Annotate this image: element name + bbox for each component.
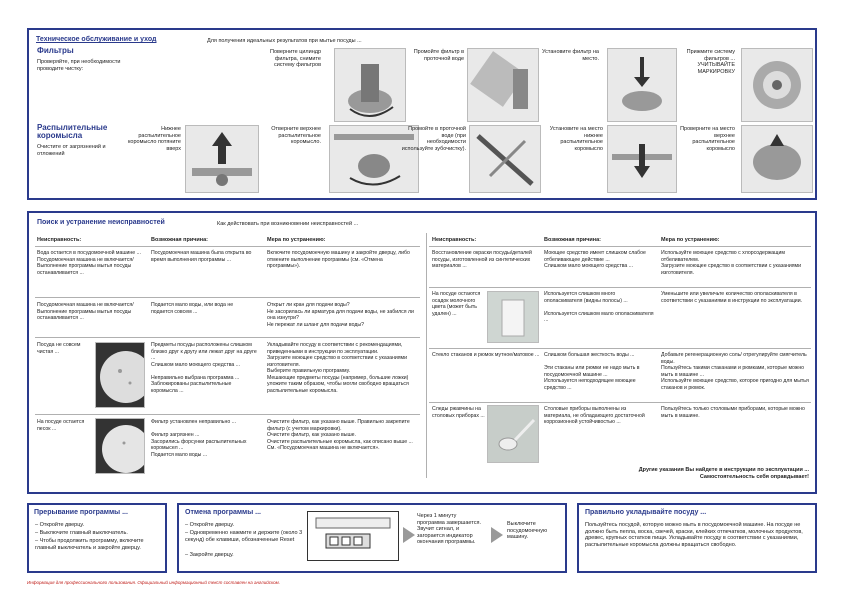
spoon-photo — [487, 405, 539, 463]
interrupt-panel — [27, 503, 167, 573]
cancel-title: Отмена программы ... — [185, 509, 261, 516]
glass-photo — [487, 291, 539, 343]
table-row-remedy: Укладывайте посуду в соответствии с рекомендациями, приведенными в инструкции по эксплуатации. Загрузите моющее средство в соответствии с указаниями изготовителя. Выберите правильную программу. Мешающие предметы посуды (например, большие ложки) уложите таким образом, чтобы могли свободно вращаться распылительные коромысла. — [267, 342, 409, 394]
table-row-fault: Следы ржавчины на столовых приборах ... — [432, 406, 485, 419]
table-row-cause: Посудомоечная машина была открыта во время выполнения программы ... — [151, 250, 252, 263]
table-row-fault: На посуде остается песок ... — [37, 419, 85, 432]
table-row-fault: Восстановление окраски посуды/деталей посуды, изготовленной из синтетических материалов ... — [432, 250, 532, 269]
filter-step-2: Промойте фильтр в проточной воде — [413, 49, 464, 62]
table-row-fault: Посуда не совсем чистая ... — [37, 342, 81, 355]
filter-step-4: Прижмите систему фильтров ... УЧИТЫВАЙТЕ МАРКИРОВКУ — [686, 49, 735, 75]
table-row-cause: Фильтр установлен неправильно ... Фильтр загрязнен ... Засорились форсунки распылительных коромысел ... Подается мало воды ... — [151, 419, 247, 458]
filters-desc: Проверяйте, при необходимости проводите чистку: — [37, 59, 121, 72]
control-panel-diagram — [307, 511, 399, 561]
right-header-cause: Возможная причина: — [544, 237, 602, 243]
filter-photo-3 — [607, 48, 677, 122]
list-item: – Одновременно нажмите и держите (около 3 секунд) обе клавиши, обозначенные Reset — [185, 530, 303, 543]
arm-photo-5 — [741, 125, 813, 193]
table-row-cause: Подается мало воды, или вода не подается совсем ... — [151, 302, 234, 315]
arm-step-4: Установите на место нижнее распылительное коромысло — [549, 126, 603, 152]
arm-step-1: Нижнее распылительное коромысло потяните вверх — [127, 126, 181, 152]
table-row-cause: Столовые приборы выполнены из материала, не обладающего достаточной коррозионной устойчивостью ... — [544, 406, 645, 425]
left-header-cause: Возможная причина: — [151, 237, 209, 243]
left-header-remedy: Мера по устранению: — [267, 237, 326, 243]
maintenance-intro: Для получения идеальных результатов при мытье посуды ... — [207, 38, 362, 44]
table-row-remedy: Пользуйтесь только столовыми приборами, которые можно мыть в машине. — [661, 406, 805, 419]
filter-photo-2 — [467, 48, 539, 122]
cancel-end-text: Выключите посудомоечную машину. — [507, 521, 548, 541]
right-header-fault: Неисправность: — [432, 237, 477, 243]
loading-panel — [577, 503, 817, 573]
list-item: – Чтобы продолжить программу, включите главный выключатель и закройте дверцу. — [35, 538, 144, 551]
filters-heading: Фильтры — [37, 46, 74, 55]
arrow-icon — [491, 527, 503, 543]
arm-step-3: Промойте в проточной воде (при необходимости используйте зубочистку). — [401, 126, 466, 152]
maintenance-panel — [27, 28, 817, 200]
filter-photo-1 — [334, 48, 406, 122]
troubleshooting-panel — [27, 211, 817, 494]
table-row-remedy: Очистите фильтр, как указано выше. Правильно закрепите фильтр (с учетом маркировки). Очистите фильтр, как указано выше. Очистите распылительные коромысла, как описано выше ... См. «Посудомоечная машина не включается». — [267, 419, 413, 451]
arm-photo-4 — [607, 125, 677, 193]
dirty-dish-photo — [95, 342, 145, 408]
list-item: – Откройте дверцу. — [185, 522, 235, 528]
table-row-remedy: Уменьшите или увеличьте количество ополаскивателя в соответствии с указаниями в инструкции по эксплуатации. — [661, 291, 803, 304]
sandy-dish-photo — [95, 418, 145, 474]
filter-step-1: Поверните цилиндр фильтра, снимите систему фильтров — [270, 49, 321, 69]
arms-heading: Распылительные коромысла — [37, 123, 108, 141]
footer-note: Информация для профессионального пользования. Официальный информационный текст составлен на английском. — [27, 580, 280, 585]
table-row-remedy: Добавьте регенерационную соль/ отрегулируйте смягчитель воды. Пользуйтесь такими стаканами и рюмками, которые можно мыть в машине ... Используйте моющее средство, которое пригодно для мытья стаканов и рюмок. — [661, 352, 809, 391]
table-row-cause: Используется слишком много ополаскивателя (видны полосы) ... Используется слишком мало ополаскивателя ... — [544, 291, 654, 323]
arrow-icon — [403, 527, 415, 543]
loading-text: Пользуйтесь посудой, которую можно мыть в посудомоечной машине. На посуде не должно быть пепла, воска, свечей, краски, клейких отпечатков, молочных продуктов, древес, крупных остатков пищи. Укладывайте посуду в соответствии с указаниями, распылительные коромысла должны вращаться свободно. — [585, 522, 803, 548]
arm-step-5: Проверните на место верхнее распылительное коромысло — [680, 126, 735, 152]
table-row-fault: Стекло стаканов и рюмок мутное/матовое ... — [432, 352, 540, 358]
table-row-cause: Слишком большая жесткость воды ... Эти стаканы или рюмки не надо мыть в посудомоечной машине ... Используется неподходящее моющее средство ... — [544, 352, 640, 391]
troubleshooting-title: Поиск и устранение неисправностей — [37, 219, 165, 226]
table-row-remedy: Открыт ли кран для подачи воды? Не засорилась ли арматура для подачи воды, не забился ли она изнутри? Не пережат ли шланг для подачи воды? — [267, 302, 414, 328]
table-row-fault: Посудомоечная машина не включается/ Выполнение программы мытья посуды останавливается ... — [37, 302, 134, 321]
table-row-fault: Вода остается в посудомоечной машине ... Посудомоечная машина не включается/ Выполнение программы мытья посуды останавливается ... — [37, 250, 141, 276]
arms-desc: Очистите от загрязнений и отложений — [37, 144, 106, 157]
manual-note: Другие указания Вы найдете в инструкции по эксплуатации ... Самостоятельность себя оправдывает! — [638, 467, 809, 480]
list-item: – Закройте дверцу. — [185, 552, 234, 558]
arm-photo-1 — [185, 125, 259, 193]
loading-title: Правильно укладывайте посуду ... — [585, 509, 707, 516]
troubleshooting-intro: Как действовать при возникновении неисправностей ... — [217, 221, 359, 227]
table-row-remedy: Используйте моющее средство с хлорсодержащим отбеливателем. Загрузите моющее средство в соответствии с указаниями изготовителя. — [661, 250, 801, 276]
cancel-step-text: Через 1 минуту программа завершается. Звучит сигнал, и загорается индикатор окончания программы. — [417, 513, 481, 546]
filter-step-3: Установите фильтр на место. — [542, 49, 599, 62]
filter-photo-4 — [741, 48, 813, 122]
cancel-panel — [177, 503, 567, 573]
table-row-cause: Моющее средство имеет слишком слабое отбеливающее действие ... Слишком мало моющего средства ... — [544, 250, 646, 269]
left-header-fault: Неисправность: — [37, 237, 82, 243]
table-row-fault: На посуде остаются осадок молочного цвета (может быть удален) ... — [432, 291, 481, 317]
table-row-remedy: Включите посудомоечную машину и закройте дверцу, либо отмените выполнение программы (см. «Отмена программы»). — [267, 250, 410, 269]
arm-step-2: Отверните верхнее распылительное коромысло. — [271, 126, 321, 146]
list-item: – Выключите главный выключатель. — [35, 530, 128, 536]
table-row-cause: Предметы посуды расположены слишком близко друг к другу или лежат друг на друге ... Слишком мало моющего средства ... Неправильно выбрана программа ... Заблокированы распылительные коромысла ... — [151, 342, 257, 394]
interrupt-title: Прерывание программы ... — [34, 509, 128, 516]
right-header-remedy: Мера по устранению: — [661, 237, 720, 243]
maintenance-title: Техническое обслуживание и уход — [36, 36, 157, 43]
list-item: – Откройте дверцу. — [35, 522, 85, 528]
arm-photo-3 — [469, 125, 541, 193]
